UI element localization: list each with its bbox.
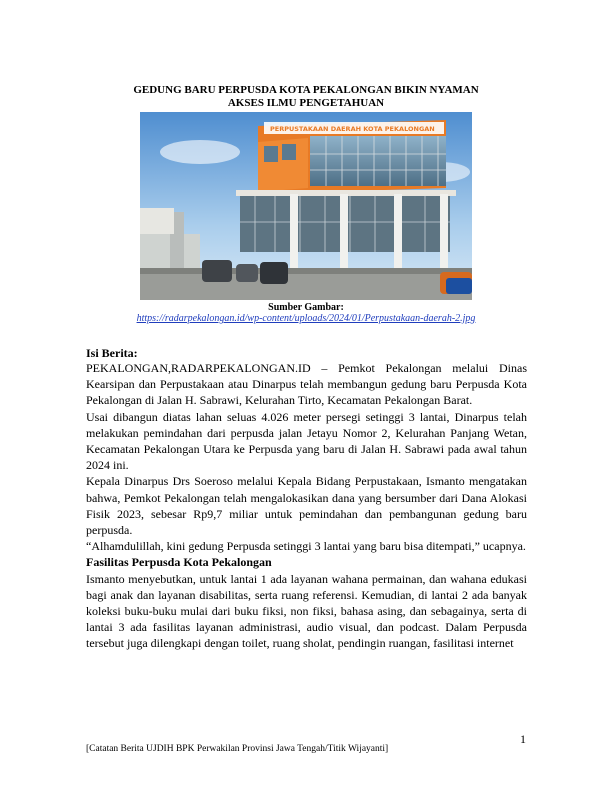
section-label: Isi Berita: — [86, 346, 138, 360]
paragraph: Usai dibangun diatas lahan seluas 4.026 meter persegi setinggi 3 lantai, Dinarpus telah melakukan pemindahan dari perpusda jalan Jetayu Nomor 2, Kelurahan Panjang Wetan, Kecamatan Pekalongan Utara ke Perpusda yang baru di Jalan H. Sabrawi pada awal tahun 2024 ini. — [86, 409, 527, 473]
title-line-1: GEDUNG BARU PERPUSDA KOTA PEKALONGAN BIKIN NYAMAN — [133, 84, 479, 96]
signboard-text: PERPUSTAKAAN DAERAH KOTA PEKALONGAN — [270, 125, 435, 133]
paragraph: Ismanto menyebutkan, untuk lantai 1 ada layanan wahana permainan, dan wahana edukasi bagi anak dan layanan disabilitas, serta ruang referensi. Kemudian, di lantai 2 ada banyak koleksi buku-buku mulai dari buku fiksi, non fiksi, bahasa asing, dan sebagainya, serta di lantai 3 ada fasilitas layanan administrasi, audio visual, dan podcast. Dalam Perpusda tersebut juga dilengkapi dengan toilet, ruang sholat, pendingin ruangan, fasilitasi internet — [86, 571, 527, 651]
paragraph: PEKALONGAN,RADARPEKALONGAN.ID – Pemkot Pekalongan melalui Dinas Kearsipan dan Perpustakaan atau Dinarpus telah membangun gedung baru Perpusda Kota Pekalongan di Jalan H. Sabrawi, Kelurahan Tirto, Kecamatan Pekalongan Barat. — [86, 361, 527, 408]
article-body — [86, 360, 527, 652]
paragraph: “Alhamdulillah, kini gedung Perpusda setinggi 3 lantai yang baru bisa ditempati,” ucapnya. — [86, 539, 526, 554]
footer-note: [Catatan Berita UJDIH BPK Perwakilan Provinsi Jawa Tengah/Titik Wijayanti] — [86, 744, 389, 754]
image-caption — [60, 302, 552, 324]
page-number: 1 — [520, 732, 526, 746]
library-building-photo — [140, 112, 472, 300]
page-title — [60, 84, 552, 109]
subheading: Fasilitas Perpusda Kota Pekalongan — [86, 555, 272, 570]
title-line-2: AKSES ILMU PENGETAHUAN — [227, 96, 385, 109]
paragraph: Kepala Dinarpus Drs Soeroso melalui Kepala Bidang Perpustakaan, Ismanto mengatakan bahwa, Pemkot Pekalongan telah mengalokasikan dana yang bersumber dari Dana Alokasi Fisik 2023, sebesar Rp9,7 miliar untuk pemindahan dan pembangunan gedung baru perpusda. — [86, 474, 527, 538]
caption-label: Sumber Gambar: — [268, 302, 344, 313]
source-link[interactable]: https://radarpekalongan.id/wp-content/uploads/2024/01/Perpustakaan-daerah-2.jpg — [136, 313, 476, 324]
